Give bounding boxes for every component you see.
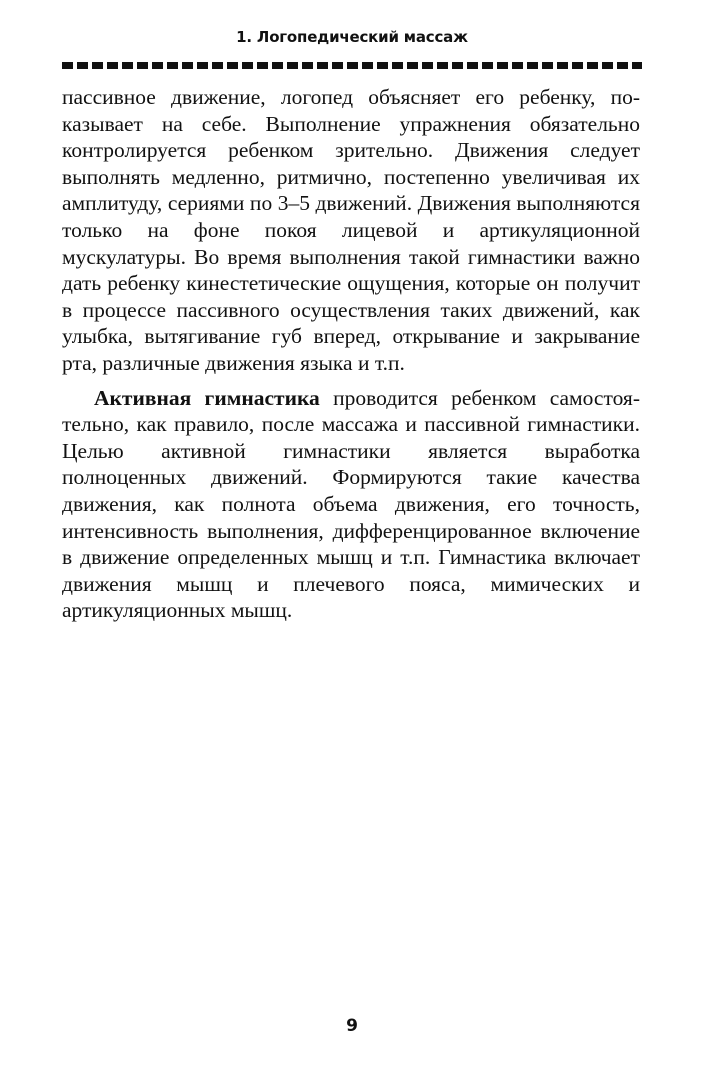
paragraph-active-gymnastics bbox=[62, 385, 640, 624]
body-text bbox=[62, 84, 640, 624]
paragraph-text: проводится ребенком самостоятельно, как правило, после массажа и пассивной гимнастики. Целью активной гимнастики является выработка полноценных движений. Формируются такие качества движения, как полнота объема движения, его точность, интенсивность выполнения, дифференцированное включение в движение определенных мышц и т.п. Гимнастика включает движения мышц и плечевого пояса, мимических и артикуляционных мышц. bbox=[62, 385, 640, 623]
running-head: 1. Логопедический массаж bbox=[236, 28, 468, 46]
page-number: 9 bbox=[346, 1016, 358, 1036]
paragraph-continuation bbox=[62, 84, 640, 377]
header-dashed-rule bbox=[62, 62, 642, 69]
term-active-gymnastics: Активная гимнастика bbox=[94, 385, 320, 410]
paragraph-text: пассивное движение, логопед объясняет его ребенку, показывает на себе. Выполнение упражнения обязательно контролируется ребенком зрительно. Движения следует выполнять медленно, ритмично, постепенно увеличивая их амплитуду, сериями по 3–5 движений. Движения выполняются только на фоне покоя лицевой и артикуляционной мускулатуры. Во время выполнения такой гимнастики важно дать ребенку кинестетические ощущения, которые он получит в процессе пассивного осуществления таких движений, как улыбка, вытягивание губ вперед, открывание и закрывание рта, различные движения языка и т.п. bbox=[62, 85, 640, 375]
